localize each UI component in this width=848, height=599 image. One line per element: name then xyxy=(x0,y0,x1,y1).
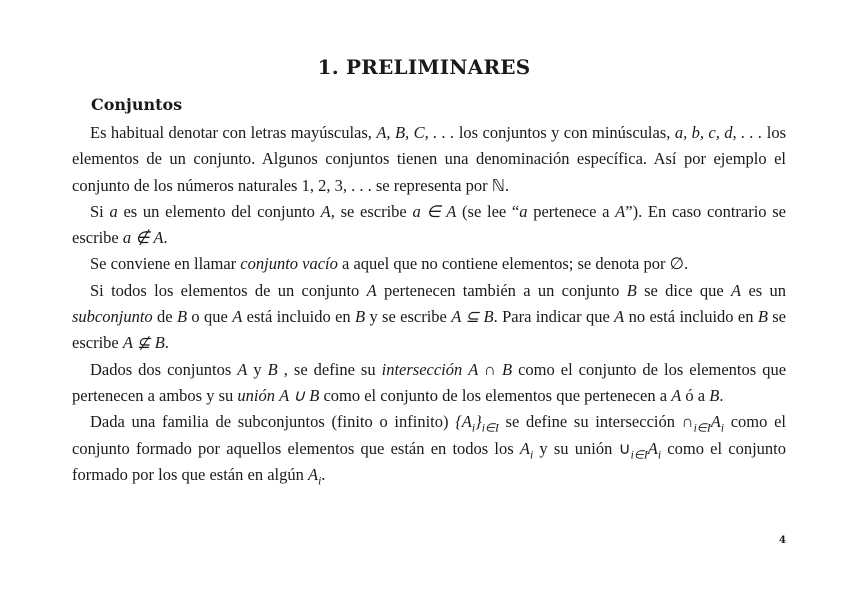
math: A xyxy=(320,201,331,221)
math: a, b, c, d, . . . xyxy=(674,123,763,142)
paragraph-3: Se conviene en llamar conjunto vacío a aquel que no contiene elementos; se denota por ∅. xyxy=(90,254,689,274)
math: A xyxy=(671,385,682,405)
math: a xyxy=(109,201,118,221)
math: $\{A_i\}_{i\in I}$ xyxy=(455,412,499,435)
math: A ⊆ B xyxy=(451,307,494,327)
math: A ⊈ B xyxy=(122,333,165,353)
math: ∅ xyxy=(669,254,684,274)
term-subset: subconjunto xyxy=(72,307,153,327)
math: $A_i$ xyxy=(519,438,534,461)
term-empty-set: conjunto vacío xyxy=(240,254,338,274)
math: $\cup_{i\in I}A_i$ xyxy=(618,438,662,461)
page-title: 1. PRELIMINARES xyxy=(317,55,531,79)
paragraph-1: Es habitual denotar con letras mayúsculas, A, B, C, . . . los conjuntos y con minúsculas, a, b, c, d, . . . los elementos de un conjunto. Algunos conjuntos tienen una denominación específica. Así por ejemplo el conjunto de los números naturales 1, 2, 3, . . . se representa por ℕ. xyxy=(72,123,786,195)
term-intersection: intersección xyxy=(381,359,463,379)
math: A ∪ B xyxy=(279,385,320,405)
section-heading: Conjuntos xyxy=(91,95,183,114)
math: $\cap_{i\in I}A_i$ xyxy=(681,412,725,435)
math: B xyxy=(176,307,188,327)
math: A ∩ B xyxy=(468,359,513,379)
math: A xyxy=(232,307,243,327)
paragraph-2: Si a es un elemento del conjunto A, se escribe a ∈ A (se lee “a pertenece a A”). En caso contrario se escribe a ∉ A. xyxy=(72,201,787,248)
math: A xyxy=(366,280,377,300)
math: A xyxy=(731,280,742,300)
math: A xyxy=(237,359,248,379)
math: B xyxy=(709,385,720,405)
math: B xyxy=(757,307,768,327)
term-union: unión xyxy=(237,385,275,405)
math: 1, 2, 3, . . . xyxy=(301,175,372,195)
paragraph-4: Si todos los elementos de un conjunto A pertenecen también a un conjunto B se dice que A es un subconjunto de B o que A está incluido en B y se escribe A ⊆ B. Para indicar que A no está incluido en B se escribe A ⊈ B. xyxy=(72,280,787,353)
math: A xyxy=(615,201,626,221)
math: $A_i$ xyxy=(307,464,322,488)
math: a ∈ A xyxy=(412,201,457,221)
math: B xyxy=(267,359,278,379)
math: A xyxy=(614,307,625,327)
math: a ∉ A xyxy=(122,228,164,248)
math: ℕ xyxy=(491,175,505,195)
paragraph-5: Dados dos conjuntos A y B , se define su intersección A ∩ B como el conjunto de los elementos que pertenecen a ambos y su unión A ∪ B como el conjunto de los elementos que pertenecen a A ó a B. xyxy=(72,359,787,405)
math: a xyxy=(519,201,528,221)
page-number: 4 xyxy=(779,535,786,546)
math: B xyxy=(355,307,366,327)
paragraph-6: Dada una familia de subconjuntos (finito o infinito) $\{A_i\}_{i\in I}$ se define su intersección $\cap_{i\in I}A_i$ como el conjunto formado por aquellos elementos que están en todos los $A_i$ y su unión $\cup_{i\in I}A_i$ como el conjunto formado por los que están en algún $A_i$. xyxy=(72,412,787,488)
body-text xyxy=(72,120,786,488)
math: A, B, C, . . . xyxy=(376,123,455,142)
math: B xyxy=(626,280,637,300)
